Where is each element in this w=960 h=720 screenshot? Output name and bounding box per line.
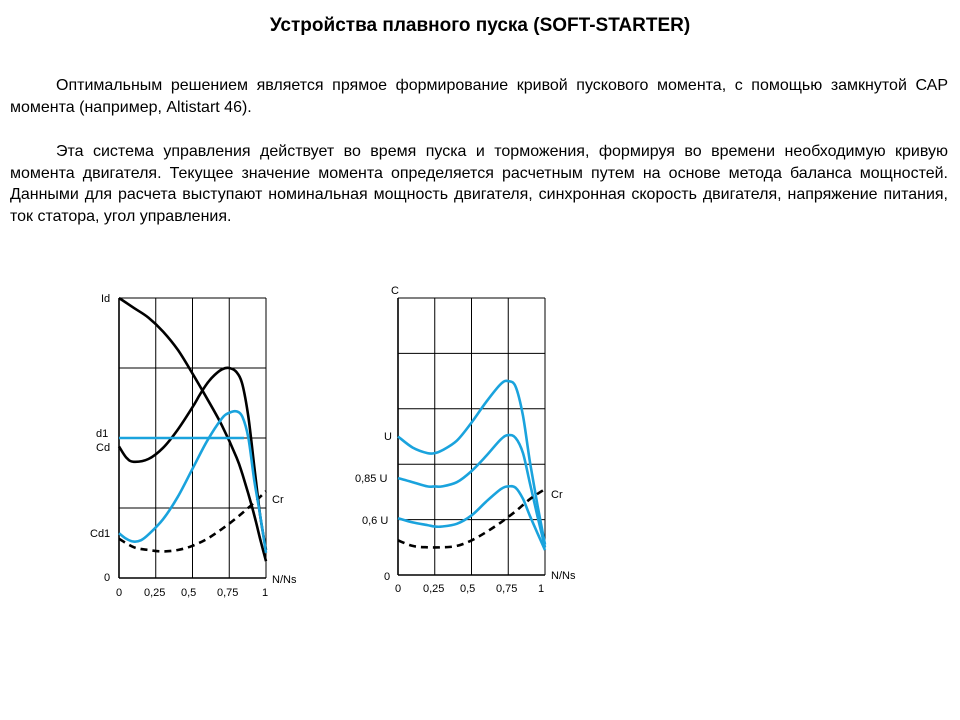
chart-left-xtick-0: 0 xyxy=(116,587,123,599)
chart-right-xtick-025: 0,25 xyxy=(423,583,445,595)
chart-left-label-d1: d1 xyxy=(96,428,109,440)
chart-right-label-cr: Cr xyxy=(551,489,563,501)
chart-right-xtick-05: 0,5 xyxy=(460,583,476,595)
chart-left-xtick-025: 0,25 xyxy=(144,587,166,599)
chart-right-label-085u: 0,85 U xyxy=(355,473,388,485)
chart-left-label-cr: Cr xyxy=(272,494,284,506)
chart-right-xtick-0: 0 xyxy=(395,583,402,595)
chart-right xyxy=(355,285,576,595)
chart-left-label-zero: 0 xyxy=(104,572,111,584)
chart-left-xtick-075: 0,75 xyxy=(217,587,239,599)
chart-right-label-c: C xyxy=(391,285,399,297)
chart-left-label-id: Id xyxy=(101,293,111,305)
chart-left-xlabel: N/Ns xyxy=(272,574,297,586)
chart-left-xtick-05: 0,5 xyxy=(181,587,197,599)
paragraph-intro: Оптимальным решением является прямое формирование кривой пускового момента, с помощью замкнутой САР момента (например, Altistart 46). xyxy=(10,77,948,116)
chart-left-xtick-1: 1 xyxy=(262,587,269,599)
chart-right-label-zero: 0 xyxy=(384,571,391,583)
chart-left-label-cd1: Cd1 xyxy=(90,528,111,540)
paragraph-description: Эта система управления действует во время пуска и торможения, формируя во времени необходимую кривую момента двигателя. Текущее значение момента определяется расчетным путем на основе метода баланса мощностей. Данными для расчета выступают номинальная мощность двигателя, синхронная скорость двигателя, напряжение питания, ток статора, угол управления. xyxy=(10,143,948,225)
chart-right-xlabel: N/Ns xyxy=(551,570,576,582)
chart-left xyxy=(90,293,297,599)
chart-right-xtick-075: 0,75 xyxy=(496,583,518,595)
chart-right-grid xyxy=(398,298,545,575)
chart-left-label-cd: Cd xyxy=(96,442,111,454)
chart-right-label-06u: 0,6 U xyxy=(362,515,389,527)
chart-right-label-u: U xyxy=(384,431,392,443)
chart-right-xtick-1: 1 xyxy=(538,583,545,595)
page-title: Устройства плавного пуска (SOFT-STARTER) xyxy=(269,15,691,36)
